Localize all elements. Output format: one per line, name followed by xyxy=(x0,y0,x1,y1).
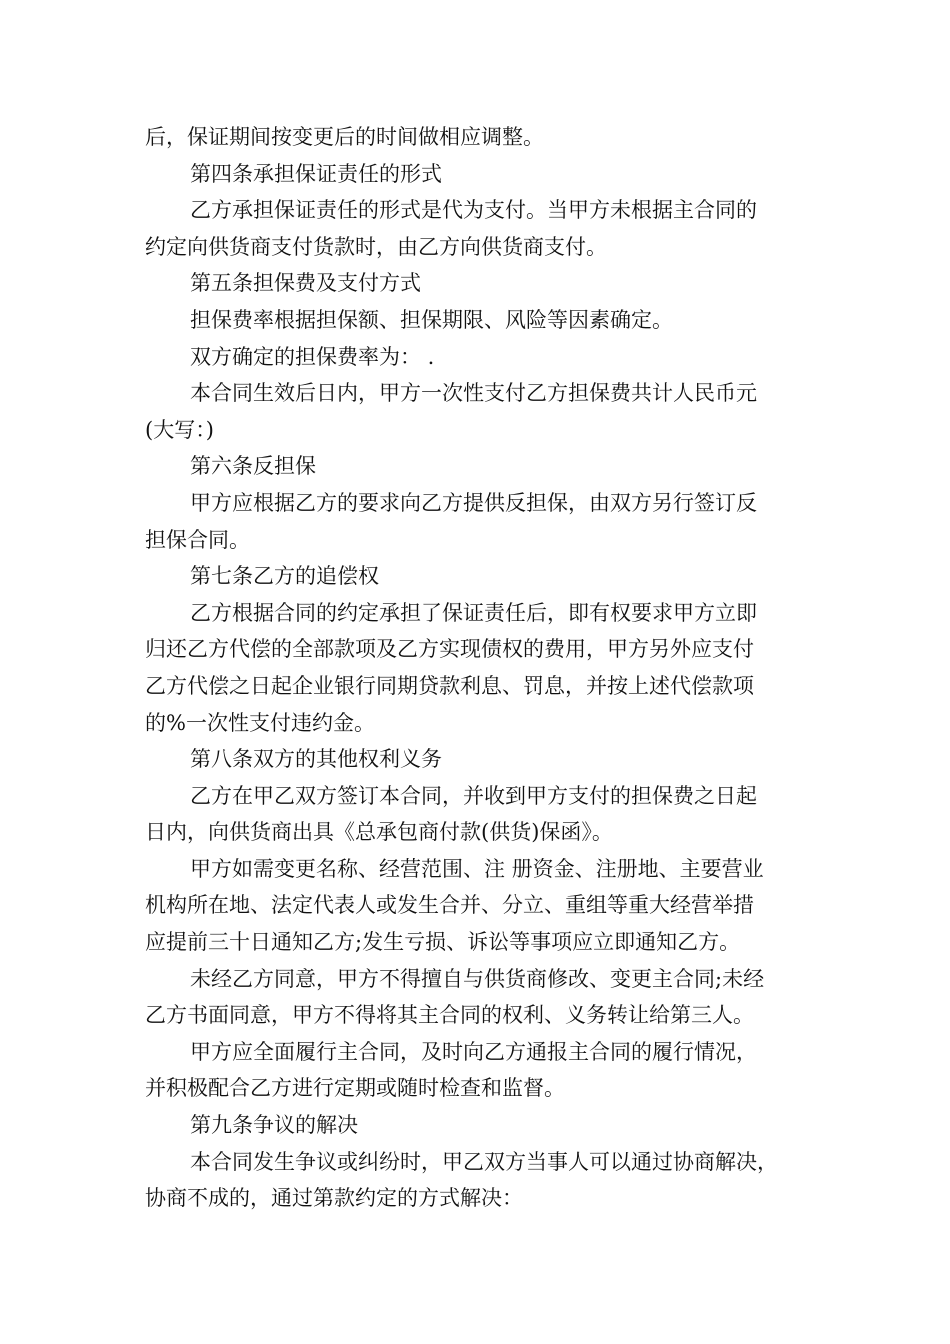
document-line: 协商不成的，通过第款约定的方式解决： xyxy=(145,1186,523,1211)
document-line: 第六条反担保 xyxy=(190,454,316,479)
document-line: 甲方应全面履行主合同，及时向乙方通报主合同的履行情况， xyxy=(190,1039,757,1064)
document-line: 后，保证期间按变更后的时间做相应调整。 xyxy=(145,125,544,149)
document-line: 应提前三十日通知乙方;发生亏损、诉讼等事项应立即通知乙方。 xyxy=(145,930,741,955)
document-line: 第五条担保费及支付方式 xyxy=(190,271,421,296)
document-line: 甲方应根据乙方的要求向乙方提供反担保，由双方另行签订反 xyxy=(190,490,757,515)
document-line: 第八条双方的其他权利义务 xyxy=(190,747,442,772)
document-line: 的%一次性支付违约金。 xyxy=(145,710,375,735)
document-line: 日内，向供货商出具《总承包商付款(供货)保函》。 xyxy=(145,820,613,845)
document-body xyxy=(145,119,810,1217)
document-line: 归还乙方代偿的全部款项及乙方实现债权的费用，甲方另外应支付 xyxy=(145,637,754,662)
document-line: 机构所在地、法定代表人或发生合并、分立、重组等重大经营举措 xyxy=(145,893,754,918)
document-line: 乙方代偿之日起企业银行同期贷款利息、罚息，并按上述代偿款项 xyxy=(145,673,754,698)
document-line: 乙方根据合同的约定承担了保证责任后，即有权要求甲方立即 xyxy=(190,600,757,625)
document-line: 担保合同。 xyxy=(145,527,250,552)
document-line: 第九条争议的解决 xyxy=(190,1113,358,1138)
document-line: 第七条乙方的追偿权 xyxy=(190,564,379,589)
document-line: 并积极配合乙方进行定期或随时检查和监督。 xyxy=(145,1076,565,1101)
document-line: 本合同生效后日内，甲方一次性支付乙方担保费共计人民币元 xyxy=(190,381,757,406)
document-line: 乙方承担保证责任的形式是代为支付。当甲方未根据主合同的 xyxy=(190,198,757,223)
document-line: 乙方书面同意，甲方不得将其主合同的权利、义务转让给第三人。 xyxy=(145,1003,754,1028)
document-line: 第四条承担保证责任的形式 xyxy=(190,161,442,186)
document-line: (大写：) xyxy=(145,417,214,442)
document-line: 双方确定的担保费率为： . xyxy=(190,344,435,369)
document-line: 担保费率根据担保额、担保期限、风险等因素确定。 xyxy=(190,307,673,332)
document-line: 未经乙方同意，甲方不得擅自与供货商修改、变更主合同;未经 xyxy=(190,966,765,991)
document-line: 本合同发生争议或纠纷时，甲乙双方当事人可以通过协商解决， xyxy=(190,1149,778,1174)
document-line: 约定向供货商支付货款时，由乙方向供货商支付。 xyxy=(145,234,607,259)
document-line: 甲方如需变更名称、经营范围、注 册资金、注册地、主要营业 xyxy=(190,856,764,881)
document-line: 乙方在甲乙双方签订本合同，并收到甲方支付的担保费之日起 xyxy=(190,783,757,808)
